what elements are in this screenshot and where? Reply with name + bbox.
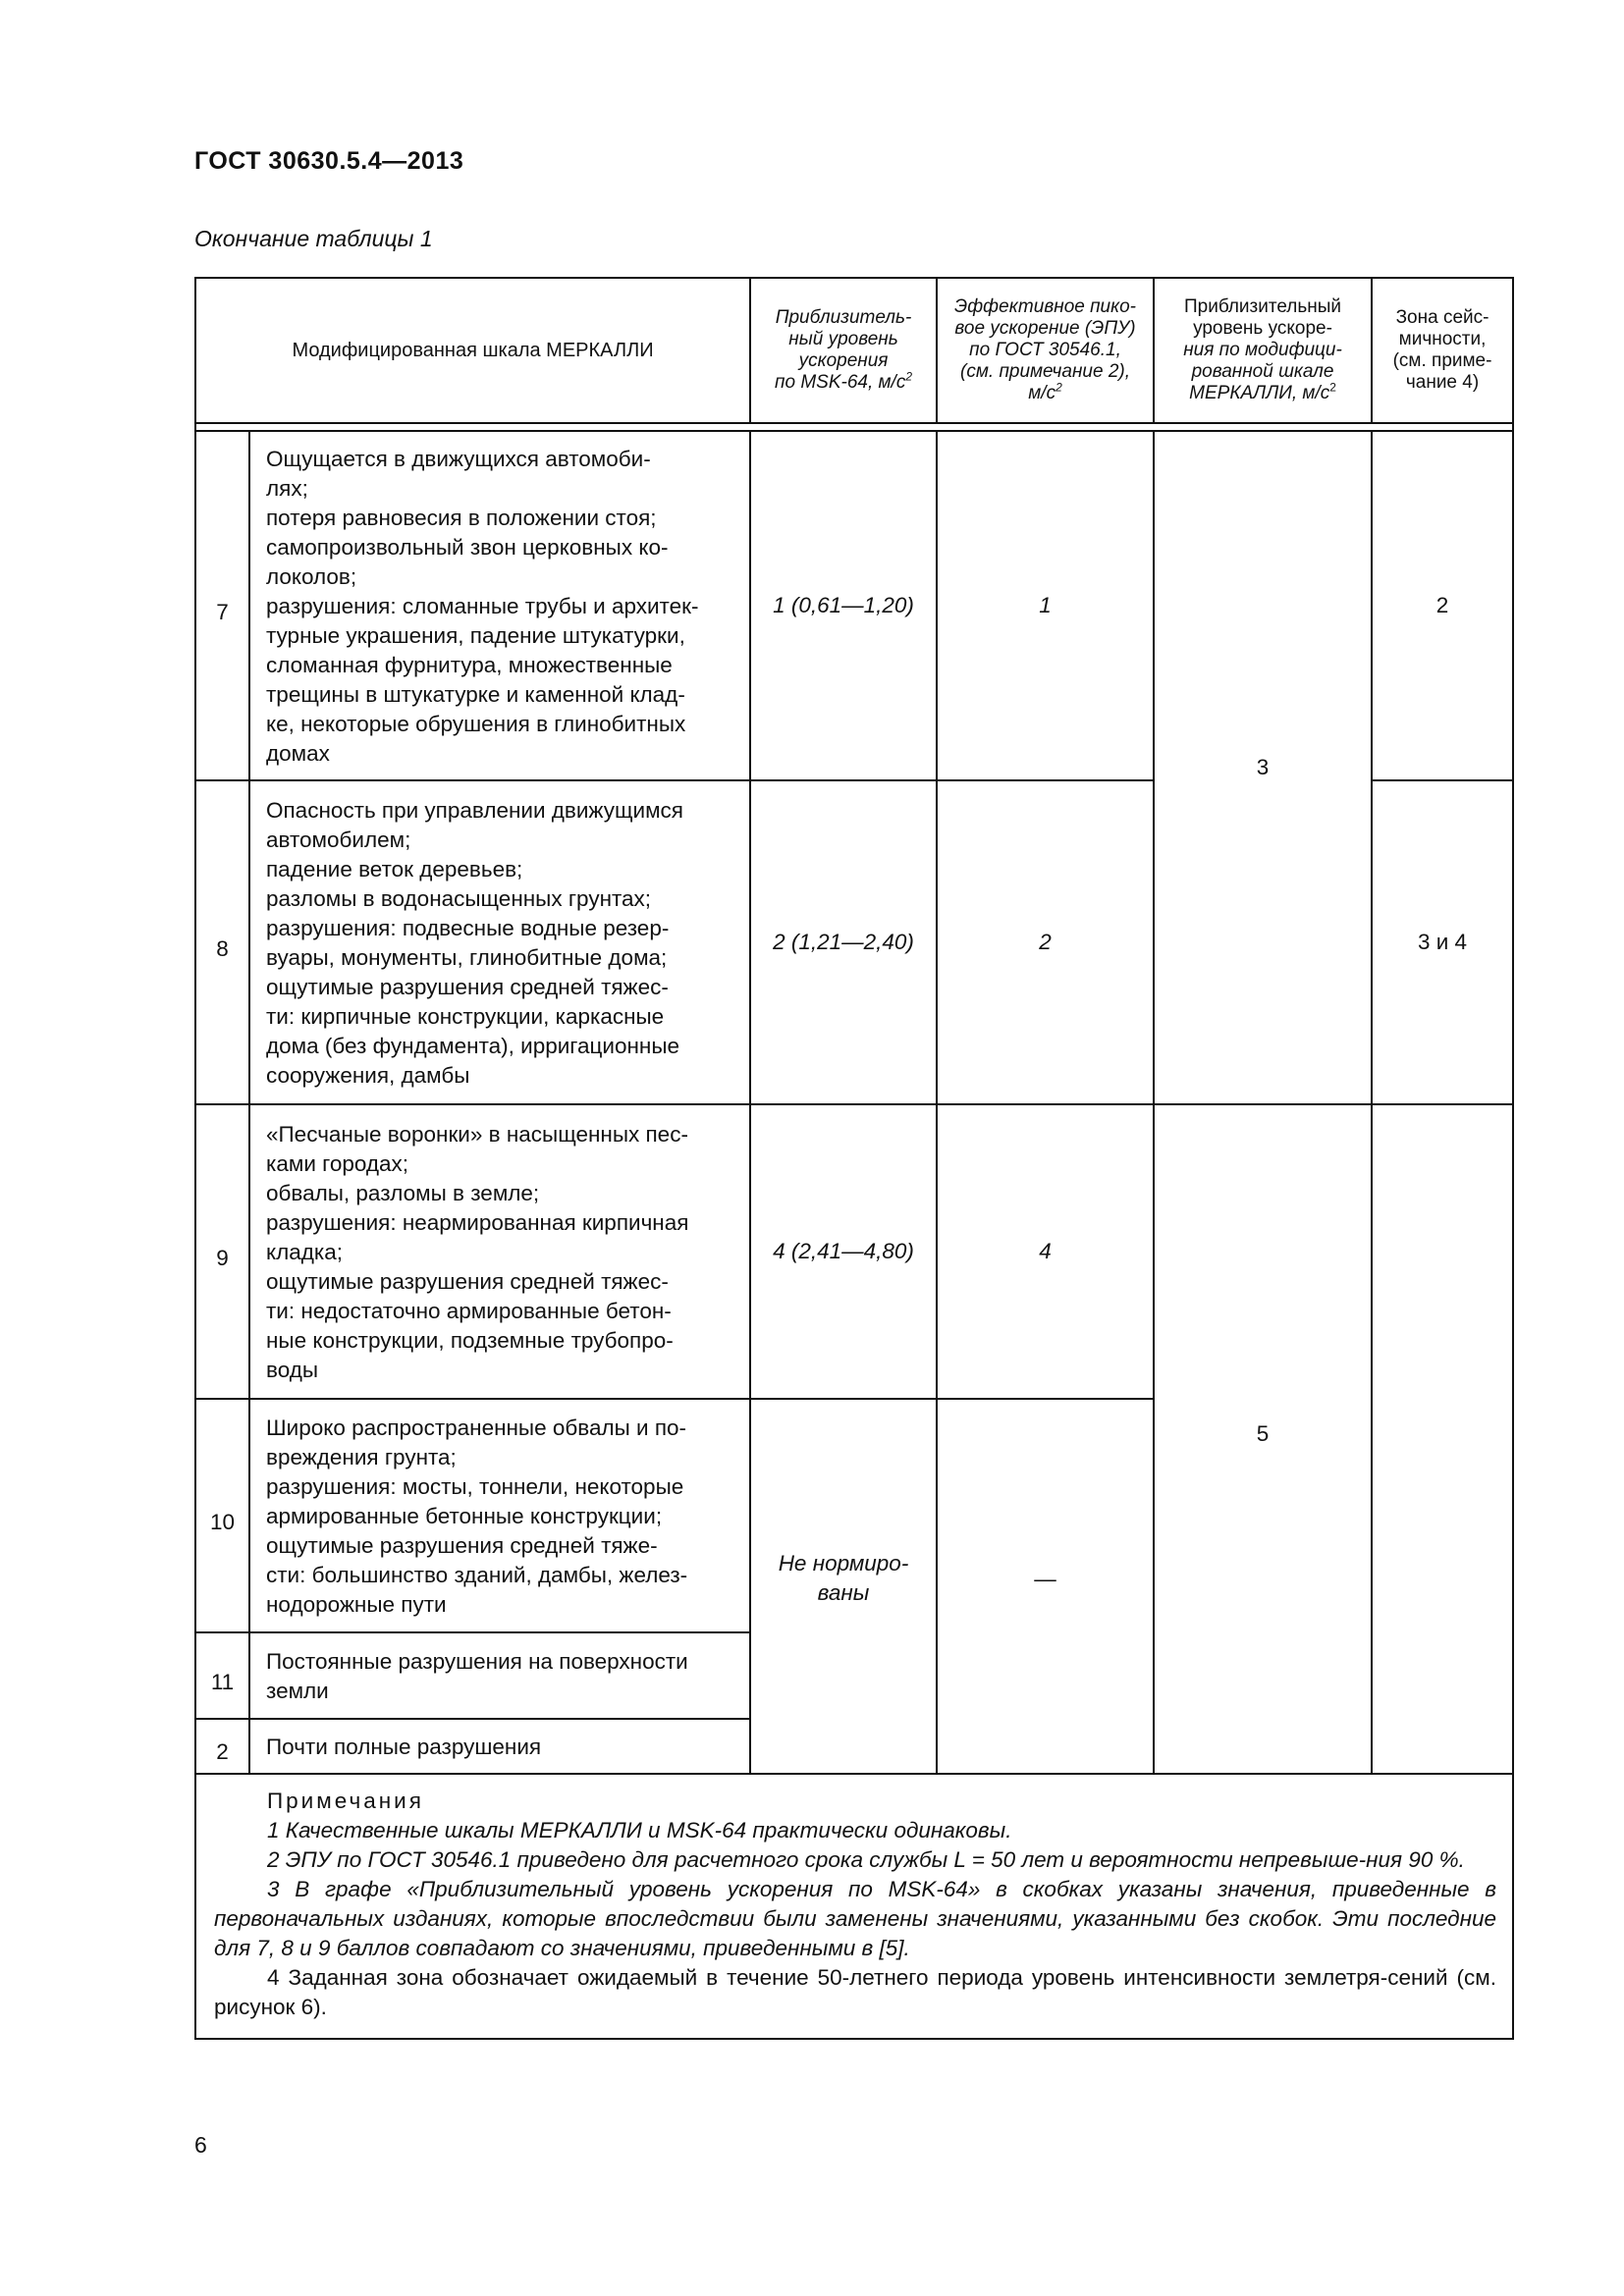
notes-row xyxy=(195,1774,1513,2039)
msk-not-normalized: Не нормиро- ваны xyxy=(778,1551,909,1605)
note-item: 2 ЭПУ по ГОСТ 30546.1 приведено для расчетного срока службы L = 50 лет и вероятности непревыше-ния 90 %. xyxy=(267,1847,1465,1872)
msk-acceleration: 4 (2,41—4,80) xyxy=(750,1104,937,1399)
intensity-description: Опасность при управлении движущимся автомобилем; падение веток деревьев; разломы в водонасыщенных грунтах; разрушения: подвесные водные резер- вуары, монументы, глинобитные дома; ощутимые разрушения средней тяжес- ти: кирпичные конструкции, каркасные дома (без фундамента), ирригационные сооружения, дамбы xyxy=(249,780,750,1104)
table-row xyxy=(195,1104,1513,1399)
msk-acceleration xyxy=(750,1399,937,1774)
table-caption: Окончание таблицы 1 xyxy=(194,226,433,251)
table-row xyxy=(195,431,1513,780)
intensity-number: 7 xyxy=(195,431,249,780)
epu-value: 4 xyxy=(937,1104,1154,1399)
intensity-description: Широко распространенные обвалы и по- вреждения грунта; разрушения: мосты, тоннели, некоторые армированные бетонные конструкции; ощутимые разрушения средней тяже- сти: большинство зданий, дамбы, желез- нодорожные пути xyxy=(249,1399,750,1632)
seismic-zone: 2 xyxy=(1372,431,1513,780)
epu-dash: — xyxy=(1034,1567,1056,1591)
mod-mercalli-value: 5 xyxy=(1256,1421,1270,1446)
seismic-zone-empty xyxy=(1372,1104,1513,1774)
mod-mercalli-acceleration: 3 xyxy=(1154,431,1372,1104)
seismic-zone: 3 и 4 xyxy=(1372,780,1513,1104)
header-msk: Приблизитель- ный уровень ускорения по MSK-64, $м/с^2$ xyxy=(750,278,937,423)
header-double-rule xyxy=(195,423,1513,431)
intensity-description: Ощущается в движущихся автомоби- лях; потеря равновесия в положении стоя; самопроизвольный звон церковных ко- локолов; разрушения: сломанные трубы и архитек- турные украшения, падение штукатурки, сломанная фурнитура, множественные трещины в штукатурке и каменной клад- ке, некоторые обрушения в глинобитных домах xyxy=(249,431,750,780)
epu-value: 2 xyxy=(937,780,1154,1104)
msk-acceleration: 1 (0,61—1,20) xyxy=(750,431,937,780)
table-header-row xyxy=(195,278,1513,423)
mod-mercalli-acceleration xyxy=(1154,1104,1372,1774)
intensity-description: «Песчаные воронки» в насыщенных пес- ками городах; обвалы, разломы в земле; разрушения: неармированная кирпичная кладка; ощутимые разрушения средней тяжес- ти: недостаточно армированные бетон- ные конструкции, подземные трубопро- воды xyxy=(249,1104,750,1399)
header-zone: Зона сейс- мичности, (см. приме- чание 4) xyxy=(1372,278,1513,423)
header-scale: Модифицированная шкала МЕРКАЛЛИ xyxy=(195,278,750,423)
note-item: 1 Качественные шкалы МЕРКАЛЛИ и MSK-64 практически одинаковы. xyxy=(267,1818,1012,1842)
intensity-description: Постоянные разрушения на поверхности земли xyxy=(249,1632,750,1719)
intensity-number: 9 xyxy=(195,1104,249,1399)
intensity-number: 10 xyxy=(195,1399,249,1632)
msk-acceleration: 2 (1,21—2,40) xyxy=(750,780,937,1104)
note-item: 3 В графе «Приблизительный уровень ускорения по MSK-64» в скобках указаны значения, приведенные в первоначальных изданиях, которые впоследствии были заменены значениями, указанными без скобок. Эти последние для 7, 8 и 9 баллов совпадают со значениями, приведенными в [5]. xyxy=(214,1877,1497,1960)
header-epu: Эффективное пико- вое ускорение (ЭПУ) по ГОСТ 30546.1, (см. примечание 2), $м/с^2$ xyxy=(937,278,1154,423)
seismic-scale-table xyxy=(194,277,1514,2040)
header-mod-mercalli: Приблизительный уровень ускоре- ния по модифици- рованной шкале МЕРКАЛЛИ, $м/с^2$ xyxy=(1154,278,1372,423)
intensity-description: Почти полные разрушения xyxy=(249,1719,750,1774)
intensity-number: 8 xyxy=(195,780,249,1104)
note-item: 4 Заданная зона обозначает ожидаемый в течение 50-летнего периода уровень интенсивности землетря-сений (см. рисунок 6). xyxy=(214,1965,1497,2019)
table-notes xyxy=(195,1774,1513,2039)
page-number: 6 xyxy=(194,2132,207,2158)
notes-heading: Примечания xyxy=(267,1789,424,1813)
epu-value: 1 xyxy=(937,431,1154,780)
intensity-number: 11 xyxy=(195,1632,249,1719)
document-title: ГОСТ 30630.5.4—2013 xyxy=(194,147,464,175)
intensity-number: 2 xyxy=(195,1719,249,1774)
epu-value xyxy=(937,1399,1154,1774)
